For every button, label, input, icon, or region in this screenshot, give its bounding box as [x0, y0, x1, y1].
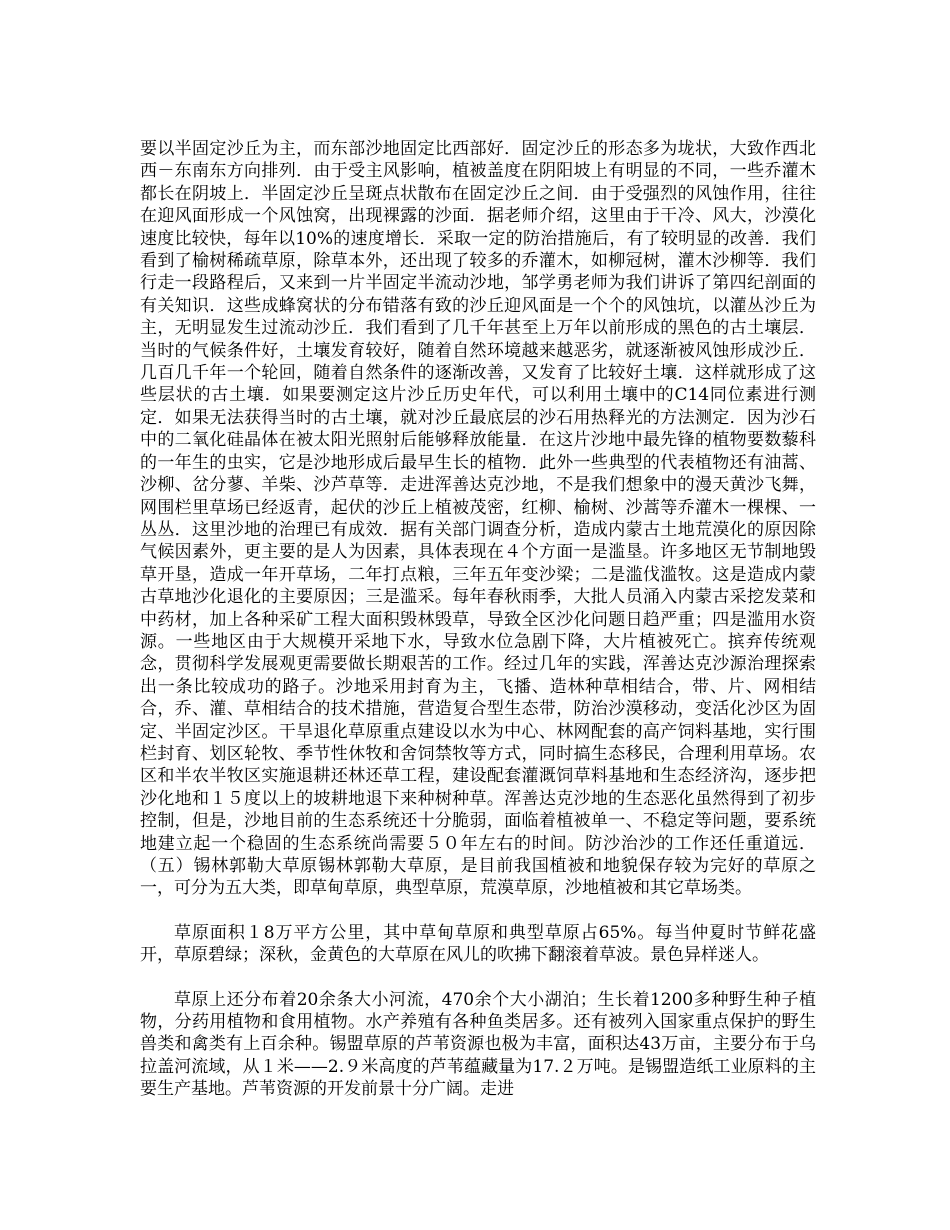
paragraph-3: 草原上还分布着20余条大小河流，470余个大小湖泊；生长着1200多种野生种子植物，分药用植物和食用植物。水产养殖有各种鱼类居多。还有被列入国家重点保护的野生兽类和禽类有上百余种。锡盟草原的芦苇资源也极为丰富，面积达43万亩，主要分布于乌拉盖河流域，从１米——2.９米高度的芦苇蕴藏量为17.２万吨。是锡盟造纸工业原料的主要生产基地。芦苇资源的开发前景十分广阔。走进 — [140, 989, 816, 1100]
document-body — [140, 138, 816, 1101]
paragraph-2: 草原面积１8万平方公里，其中草甸草原和典型草原占65%。每当仲夏时节鲜花盛开，草原碧绿；深秋，金黄色的大草原在风儿的吹拂下翻滚着草波。景色异样迷人。 — [140, 922, 816, 966]
paragraph-1: 要以半固定沙丘为主，而东部沙地固定比西部好．固定沙丘的形态多为垅状，大致作西北西－东南东方向排列．由于受主风影响，植被盖度在阴阳坡上有明显的不同，一些乔灌木都长在阴坡上．半固定沙丘呈斑点状散布在固定沙丘之间．由于受强烈的风蚀作用，往往在迎风面形成一个风蚀窝，出现裸露的沙面．据老师介绍，这里由于干冷、风大，沙漠化速度比较快，每年以10%的速度增长．采取一定的防治措施后，有了较明显的改善．我们看到了榆树稀疏草原，除草本外，还出现了较多的乔灌木，如柳冠树，灌木沙柳等．我们行走一段路程后，又来到一片半固定半流动沙地，邹学勇老师为我们讲诉了第四纪剖面的有关知识．这些成蜂窝状的分布错落有致的沙丘迎风面是一个个的风蚀坑，以灌丛沙丘为主，无明显发生过流动沙丘．我们看到了几千年甚至上万年以前形成的黑色的古土壤层．当时的气候条件好，土壤发育较好，随着自然环境越来越恶劣，就逐渐被风蚀形成沙丘．几百几千年一个轮回，随着自然条件的逐渐改善，又发育了比较好土壤．这样就形成了这些层状的古土壤．如果要测定这片沙丘历史年代，可以利用土壤中的C14同位素进行测定．如果无法获得当时的古土壤，就对沙丘最底层的沙石用热释光的方法测定．因为沙石中的二氧化硅晶体在被太阳光照射后能够释放能量．在这片沙地中最先锋的植物要数藜科的一年生的虫实，它是沙地形成后最早生长的植物．此外一些典型的代表植物还有油蒿、沙柳、岔分蓼、羊柴、沙芦草等．走进浑善达克沙地，不是我们想象中的漫天黄沙飞舞，网围栏里草场已经返青，起伏的沙丘上植被茂密，红柳、榆树、沙蒿等乔灌木一棵棵、一丛丛．这里沙地的治理已有成效．据有关部门调查分析，造成内蒙古土地荒漠化的原因除气候因素外，更主要的是人为因素，具体表现在４个方面一是滥垦。许多地区无节制地毁草开垦，造成一年开草场，二年打点粮，三年五年变沙梁；二是滥伐滥牧。这是造成内蒙古草地沙化退化的主要原因；三是滥采。每年春秋雨季，大批人员涌入内蒙古采挖发菜和中药材，加上各种采矿工程大面积毁林毁草，导致全区沙化问题日趋严重；四是滥用水资源。一些地区由于大规模开采地下水，导致水位急剧下降，大片植被死亡。摈弃传统观念，贯彻科学发展观更需要做长期艰苦的工作。经过几年的实践，浑善达克沙源治理探索出一条比较成功的路子。沙地采用封育为主，飞播、造林种草相结合，带、片、网相结合，乔、灌、草相结合的技术措施，营造复合型生态带，防治沙漠移动，变活化沙区为固定、半固定沙区。干旱退化草原重点建设以水为中心、林网配套的高产饲料基地，实行围栏封育、划区轮牧、季节性休牧和舍饲禁牧等方式，同时搞生态移民，合理利用草场。农区和半农半牧区实施退耕还林还草工程，建设配套灌溉饲草料基地和生态经济沟，逐步把沙化地和１５度以上的坡耕地退下来种树种草。浑善达克沙地的生态恶化虽然得到了初步控制，但是，沙地目前的生态系统还十分脆弱，面临着植被单一、不稳定等问题，要系统地建立起一个稳固的生态系统尚需要５０年左右的时间。防沙治沙的工作还任重道远．（五）锡林郭勒大草原锡林郭勒大草原，是目前我国植被和地貌保存较为完好的草原之一，可分为五大类，即草甸草原，典型草原，荒漠草原，沙地植被和其它草场类。 — [140, 139, 816, 899]
